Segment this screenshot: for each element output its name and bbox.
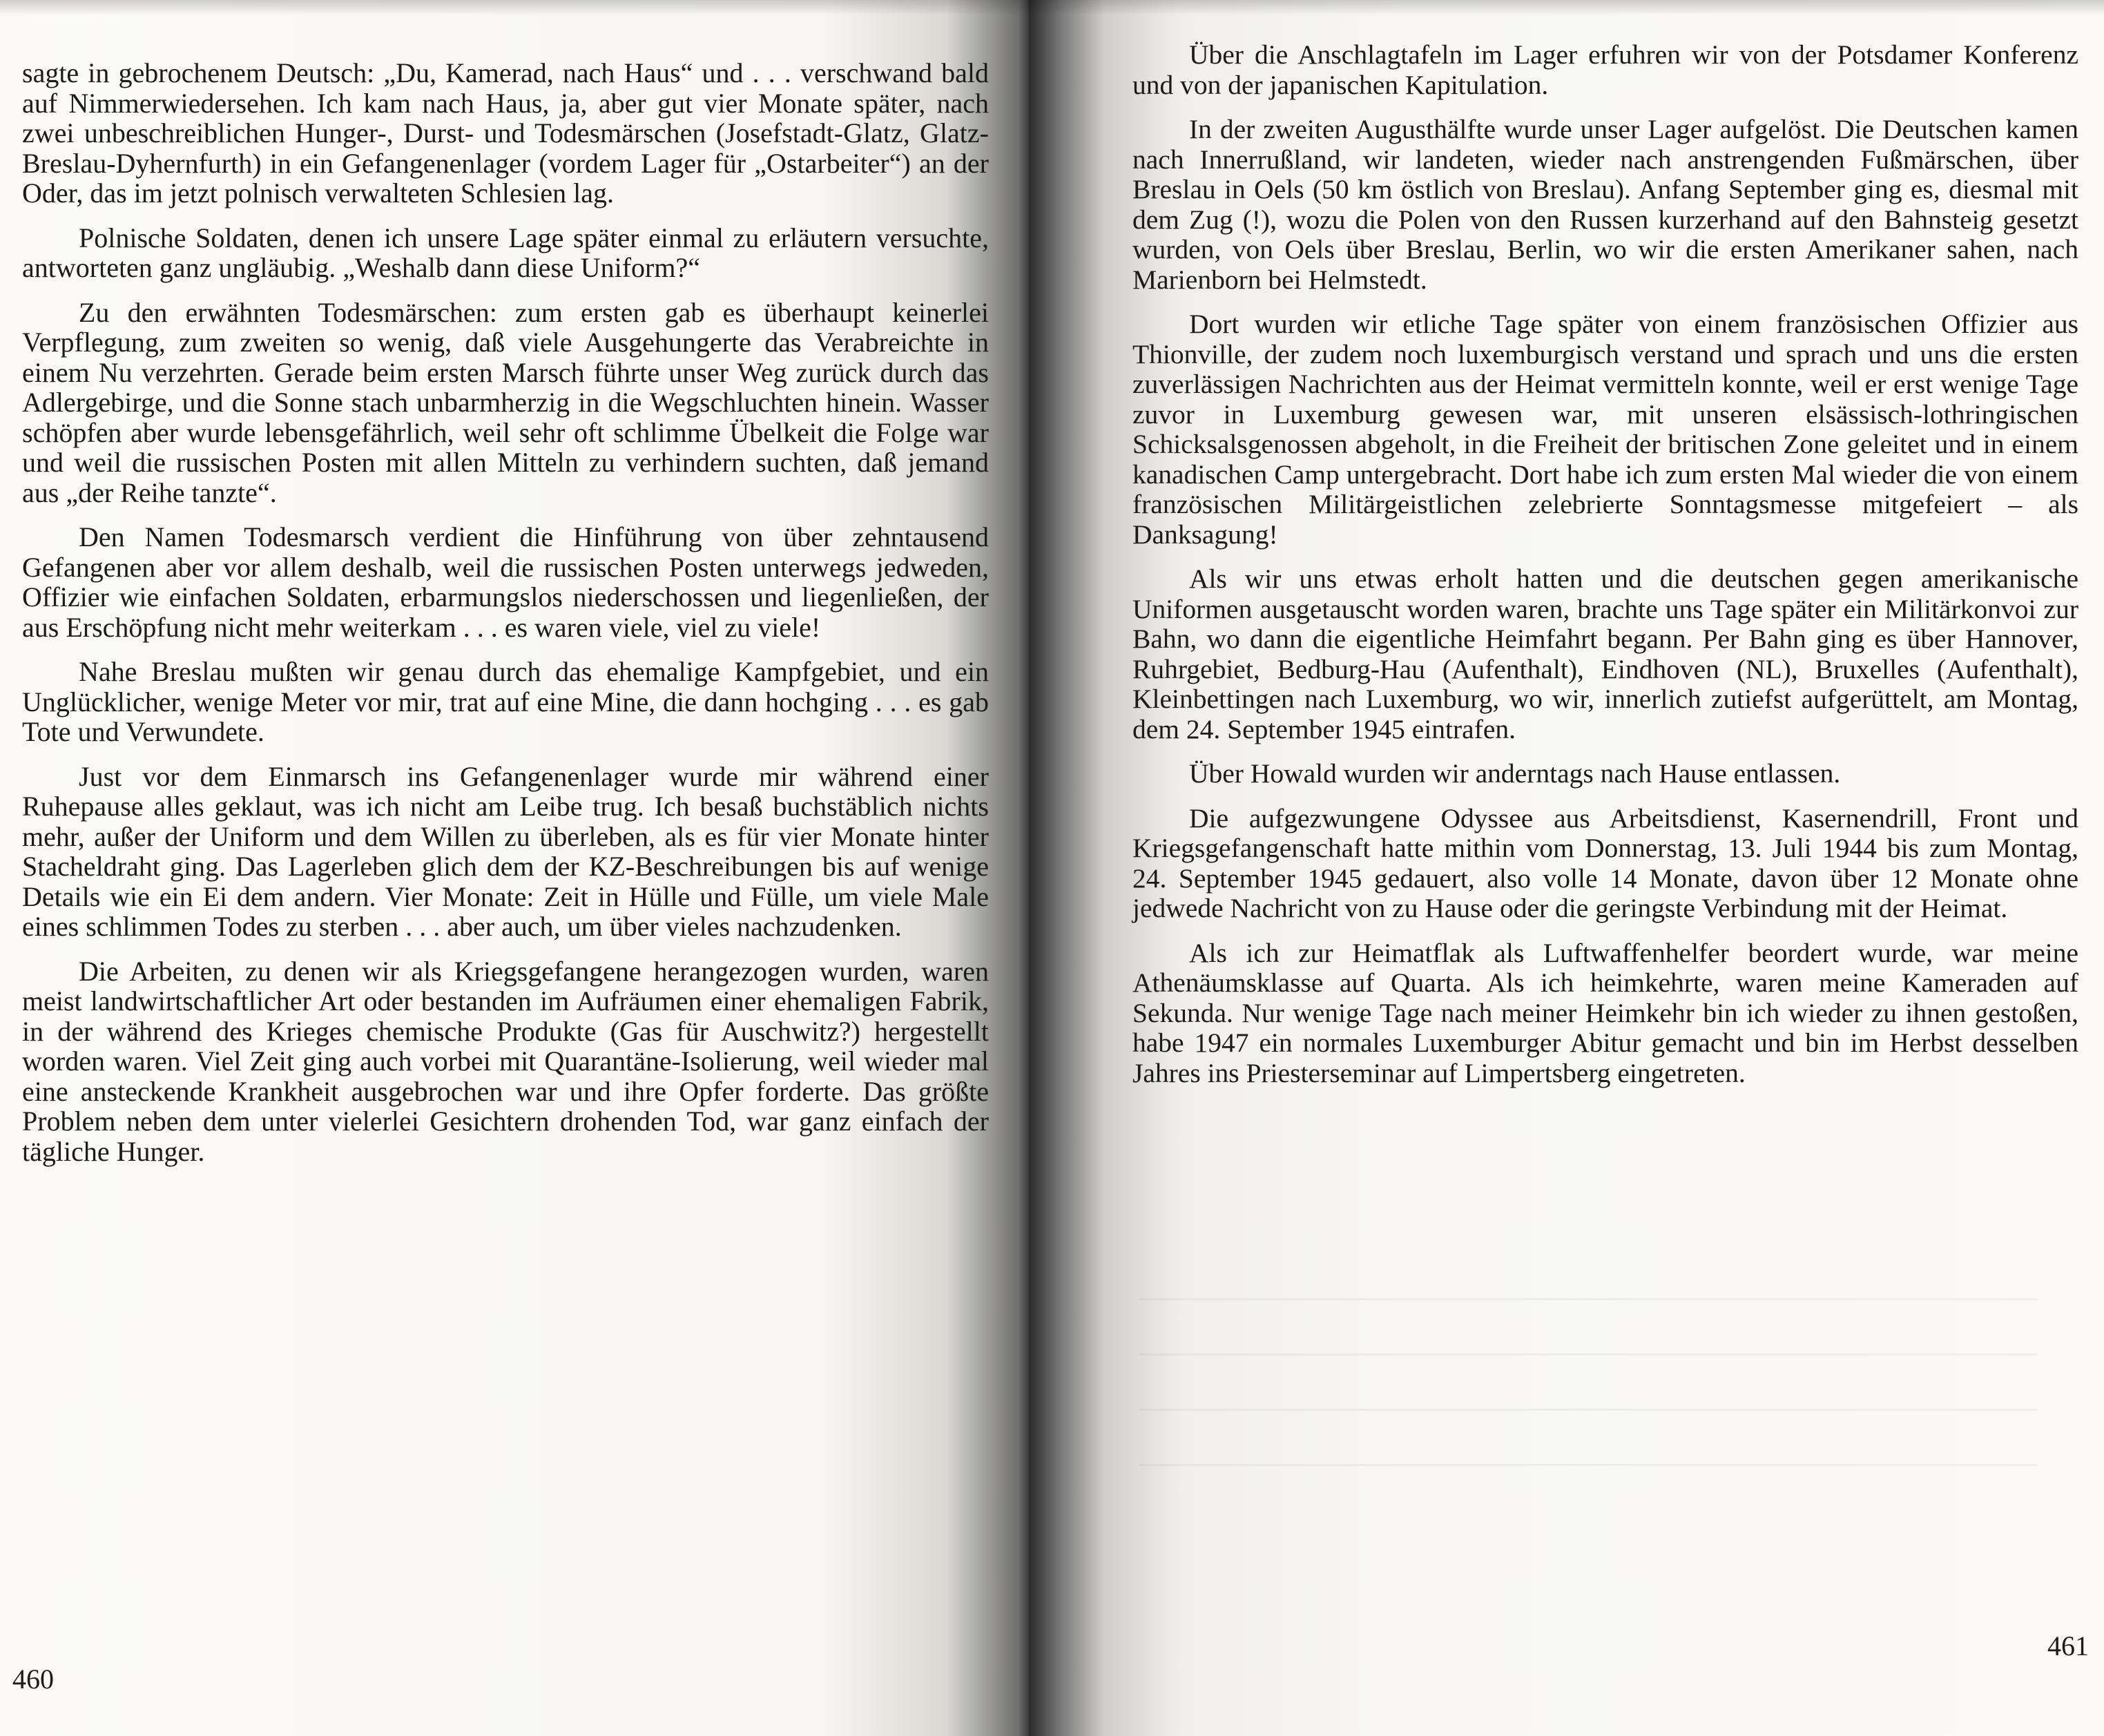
paragraph: Die aufgezwungene Odyssee aus Arbeitsdienst, Kasernendrill, Front und Kriegsgefangenschaft hatte mithin vom Donnerstag, 13. Juli 1944 bis zum Montag, 24. September 1945 gedauert, also volle 14 Monate, davon über 12 Monate ohne jedwede Nachricht von zu Hause oder die geringste Verbindung mit der Heimat.	[1132, 802, 2078, 923]
paragraph: Nahe Breslau mußten wir genau durch das ehemalige Kampfgebiet, und ein Unglücklicher, wenige Meter vor mir, trat auf eine Mine, die dann hochging . . . es gab Tote und Verwundete.	[22, 656, 989, 747]
right-page	[1029, 0, 2104, 1736]
show-through-line	[1139, 1464, 2037, 1466]
page-number-left: 460	[12, 1663, 54, 1695]
paragraph: Als wir uns etwas erholt hatten und die deutschen gegen amerikanische Uniformen ausgetauscht worden waren, brachte uns Tage später ein Militärkonvoi zur Bahn, wo dann die eigentliche Heimfahrt begann. Per Bahn ging es über Hannover, Ruhrgebiet, Bedburg-Hau (Aufenthalt), Eindhoven (NL), Bruxelles (Aufenthalt), Kleinbettingen nach Luxemburg, wo wir, innerlich zutiefst aufgerüttelt, am Montag, dem 24. September 1945 eintrafen.	[1132, 563, 2078, 744]
paragraph: Als ich zur Heimatflak als Luftwaffenhelfer beordert wurde, war meine Athenäumsklasse auf Quarta. Als ich heimkehrte, waren meine Kameraden auf Sekunda. Nur wenige Tage nach meiner Heimkehr bin ich wieder zu ihnen gestoßen, habe 1947 ein normales Luxemburger Abitur gemacht und bin im Herbst desselben Jahres ins Priesterseminar auf Limpertsberg eingetreten.	[1132, 937, 2078, 1088]
left-page-text	[22, 58, 989, 1181]
paragraph: Die Arbeiten, zu denen wir als Kriegsgefangene herangezogen wurden, waren meist landwirtschaftlicher Art oder bestanden im Aufräumen einer ehemaligen Fabrik, in der während des Krieges chemische Produkte (Gas für Auschwitz?) hergestellt worden waren. Viel Zeit ging auch vorbei mit Quarantäne-Isolierung, weil wieder mal eine ansteckende Krankheit ausgebrochen war und ihre Opfer forderte. Das größte Problem neben dem unter vielerlei Gesichtern drohenden Tod, war ganz einfach der tägliche Hunger.	[22, 955, 989, 1167]
paragraph: Über die Anschlagtafeln im Lager erfuhren wir von der Potsdamer Konferenz und von der japanischen Kapitulation.	[1132, 39, 2078, 100]
paragraph: Den Namen Todesmarsch verdient die Hinführung von über zehntausend Gefangenen aber vor allem deshalb, weil die russischen Posten unterwegs jedweden, Offizier wie einfachen Soldaten, erbarmungslos niederschossen und liegenließen, der aus Erschöpfung nicht mehr weiterkam . . . es waren viele, viel zu viele!	[22, 521, 989, 643]
right-page-text	[1132, 40, 2078, 1103]
page-number-right: 461	[2047, 1630, 2089, 1661]
show-through-line	[1139, 1409, 2037, 1411]
paragraph: In der zweiten Augusthälfte wurde unser Lager aufgelöst. Die Deutschen kamen nach Innerrußland, wir landeten, wieder nach anstrengenden Fußmärschen, über Breslau in Oels (50 km östlich von Breslau). Anfang September ging es, diesmal mit dem Zug (!), wozu die Polen von den Russen kurzerhand auf den Bahnsteig gesetzt wurden, von Oels über Breslau, Berlin, wo wir die ersten Amerikaner sahen, nach Marienborn bei Helmstedt.	[1132, 114, 2078, 295]
paragraph: sagte in gebrochenem Deutsch: „Du, Kamerad, nach Haus“ und . . . verschwand bald auf Nimmerwiedersehen. Ich kam nach Haus, ja, aber gut vier Monate später, nach zwei unbeschreiblichen Hunger-, Durst- und Todesmärschen (Josefstadt-Glatz, Glatz-Breslau-Dyhernfurth) in ein Gefangenenlager (vordem Lager für „Ostarbeiter“) an der Oder, das im jetzt polnisch verwalteten Schlesien lag.	[22, 57, 989, 209]
paragraph: Polnische Soldaten, denen ich unsere Lage später einmal zu erläutern versuchte, antworteten ganz ungläubig. „Weshalb dann diese Uniform?“	[22, 222, 989, 283]
paragraph: Dort wurden wir etliche Tage später von einem französischen Offizier aus Thionville, der zudem noch luxemburgisch verstand und sprach und uns die ersten zuverlässigen Nachrichten aus der Heimat vermitteln konnte, weil er erst wenige Tage zuvor in Luxemburg gewesen war, mit unseren elsässisch-lothringischen Schicksalsgenossen abgeholt, in die Freiheit der britischen Zone geleitet und in einem kanadischen Camp untergebracht. Dort habe ich zum ersten Mal wieder die von einem französischen Militärgeistlichen zelebrierte Sonntagsmesse mitgefeiert – als Danksagung!	[1132, 309, 2078, 550]
top-edge-shadow	[0, 0, 1029, 15]
paragraph: Über Howald wurden wir anderntags nach Hause entlassen.	[1189, 758, 1841, 789]
show-through-line	[1139, 1353, 2037, 1356]
top-edge-shadow	[1029, 0, 2104, 15]
show-through-line	[1139, 1298, 2037, 1300]
paragraph: Zu den erwähnten Todesmärschen: zum ersten gab es überhaupt keinerlei Verpflegung, zum zweiten so wenig, daß viele Ausgehungerte das Verabreichte in einem Nu verzehrten. Gerade beim ersten Marsch führte unser Weg zurück durch das Adlergebirge, und die Sonne stach unbarmherzig in die Wegschluchten hinein. Wasser schöpfen aber wurde lebensgefährlich, weil sehr oft schlimme Übelkeit die Folge war und weil die russischen Posten mit allen Mitteln zu verhindern suchten, daß jemand aus „der Reihe tanzte“.	[22, 296, 989, 508]
left-page	[0, 0, 1029, 1736]
paragraph: Just vor dem Einmarsch ins Gefangenenlager wurde mir während einer Ruhepause alles geklaut, was ich nicht am Leibe trug. Ich besaß buchstäblich nichts mehr, außer der Uniform und dem Willen zu überleben, als es für vier Monate hinter Stacheldraht ging. Das Lagerleben glich dem der KZ-Beschreibungen bis auf wenige Details wie ein Ei dem andern. Vier Monate: Zeit in Hülle und Fülle, um viele Male eines schlimmen Todes zu sterben . . . aber auch, um über vieles nachzudenken.	[22, 760, 989, 942]
